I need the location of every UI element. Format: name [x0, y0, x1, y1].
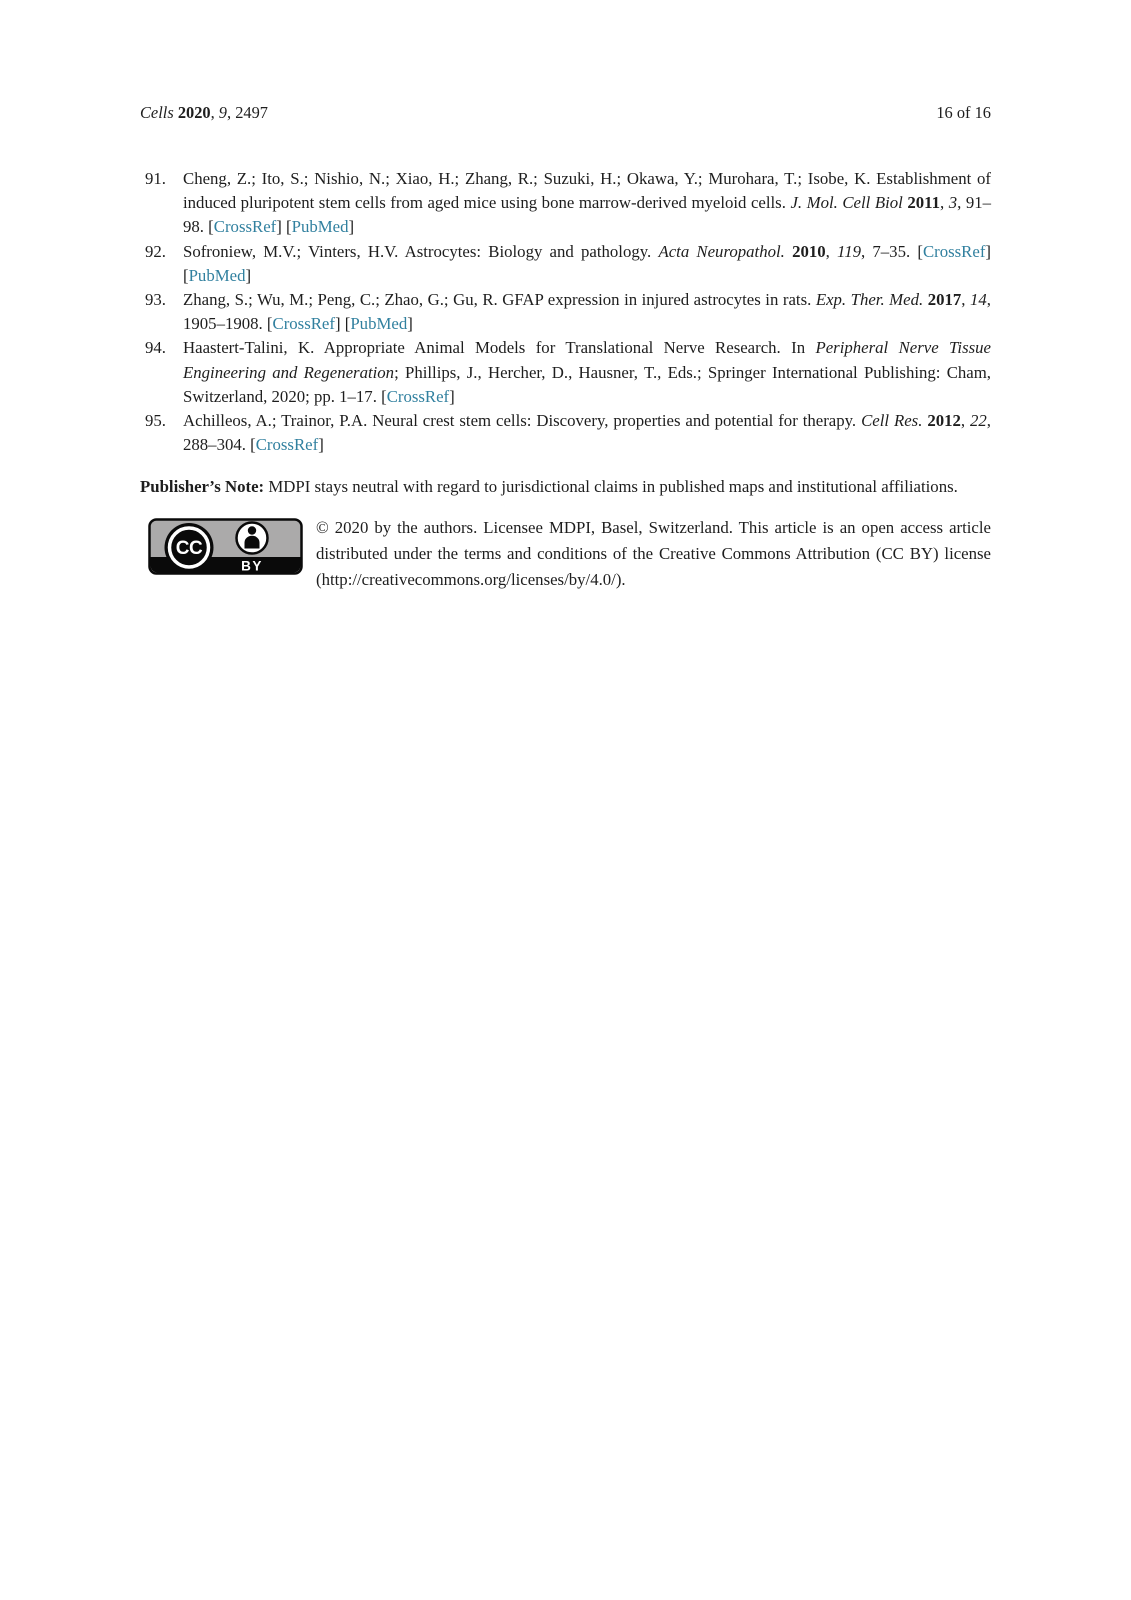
license-text	[316, 515, 991, 593]
text-segment: © 2020 by the authors. Licensee MDPI, Basel, Switzerland. This article is an open access article distributed under the terms and conditions of the Creative Commons Attribution (CC BY) license (	[316, 517, 991, 589]
text-segment: 2012	[927, 411, 961, 431]
publisher-note	[140, 475, 991, 499]
reference-number: 95.	[145, 411, 166, 431]
cc-label: CC	[175, 537, 203, 559]
pubmed-link[interactable]: PubMed	[188, 265, 246, 285]
text-segment: Cheng, Z.; Ito, S.; Nishio, N.; Xiao, H.; Zhang, R.; Suzuki, H.; Okawa, Y.; Murohara, T.; Isobe, K. Establishment of induced pluripotent stem cells from aged mice using bone marrow-derived myeloid cells.	[183, 169, 991, 213]
by-label: BY	[241, 558, 263, 574]
text-segment: ,	[825, 241, 838, 261]
text-segment: ]	[245, 265, 252, 285]
text-segment: 2010	[792, 241, 826, 261]
text-segment: ]	[449, 386, 455, 406]
text-segment: ]	[318, 435, 324, 455]
reference-number: 93.	[145, 290, 166, 310]
text-segment: , 2497	[227, 103, 268, 122]
reference-item	[140, 336, 991, 409]
text-segment: Cells	[140, 103, 174, 122]
reference-item	[140, 409, 991, 457]
text-segment: Achilleos, A.; Trainor, P.A. Neural crest stem cells: Discovery, properties and potential for therapy.	[183, 411, 862, 431]
reference-text	[183, 169, 991, 236]
text-segment: , 91–98. [	[183, 193, 992, 237]
reference-text	[183, 338, 991, 405]
reference-item	[140, 240, 991, 288]
text-segment: Exp. Ther. Med.	[815, 290, 924, 310]
text-segment: Haastert-Talini, K. Appropriate Animal Models for Translational Nerve Research. In	[183, 338, 816, 358]
text-segment: ,	[961, 290, 971, 310]
crossref-link[interactable]: CrossRef	[255, 435, 319, 455]
cc-by-license-badge[interactable]	[148, 518, 303, 575]
reference-number: 92.	[145, 241, 166, 261]
text-segment: ).	[615, 569, 626, 589]
reference-list	[140, 167, 991, 457]
text-segment: ; Phillips, J., Hercher, D., Hausner, T., Eds.; Springer International Publishing: Cham, Switzerland, 2020; pp. 1–17. [	[183, 362, 991, 406]
text-segment: 119	[837, 241, 861, 261]
text-segment: 2017	[927, 290, 962, 310]
text-segment: Publisher’s Note:	[140, 477, 269, 497]
reference-text	[183, 411, 991, 454]
text-segment: , 1905–1908. [	[183, 290, 991, 334]
text-segment: ]	[348, 217, 355, 237]
text-segment: , 288–304. [	[183, 411, 991, 455]
text-segment: 2011	[907, 193, 940, 213]
text-segment: MDPI stays neutral with regard to jurisdictional claims in published maps and institutional affiliations.	[268, 477, 958, 497]
person-icon	[237, 522, 268, 553]
reference-text	[183, 290, 991, 333]
reference-text	[183, 242, 991, 285]
license-block	[140, 515, 991, 593]
page-content	[140, 167, 991, 593]
crossref-link[interactable]: CrossRef	[386, 386, 450, 406]
text-segment: 14	[970, 290, 987, 310]
reference-number: 91.	[145, 169, 166, 188]
pubmed-link[interactable]: PubMed	[350, 314, 408, 334]
crossref-link[interactable]: CrossRef	[922, 241, 986, 261]
text-segment: ] [	[183, 241, 992, 285]
crossref-link[interactable]: CrossRef	[272, 314, 335, 334]
text-segment: Acta Neuropathol.	[658, 241, 785, 261]
journal-citation	[140, 104, 268, 122]
text-segment: ]	[407, 314, 413, 334]
crossref-link[interactable]: CrossRef	[213, 217, 277, 237]
cc-icon	[165, 523, 214, 572]
text-segment: 22	[970, 411, 987, 431]
text-segment: 3	[948, 193, 958, 213]
license-url-text[interactable]: http://creativecommons.org/licenses/by/4.0/	[321, 569, 616, 589]
reference-item	[140, 167, 991, 240]
page-header	[140, 104, 991, 122]
text-segment: , 7–35. [	[860, 241, 923, 261]
text-segment	[785, 242, 792, 261]
reference-number: 94.	[145, 338, 166, 358]
text-segment: 2020	[177, 103, 211, 122]
text-segment: Sofroniew, M.V.; Vinters, H.V. Astrocytes: Biology and pathology.	[183, 241, 659, 261]
text-segment: Cell Res.	[861, 411, 923, 431]
text-segment: 9	[218, 103, 227, 122]
text-segment: ,	[940, 193, 949, 213]
text-segment: Peripheral Nerve Tissue Engineering and Regeneration	[183, 338, 991, 382]
text-segment: Zhang, S.; Wu, M.; Peng, C.; Zhao, G.; Gu, R. GFAP expression in injured astrocytes in rats.	[183, 290, 816, 310]
page-number: 16 of 16	[936, 103, 991, 122]
text-segment: ] [	[334, 314, 351, 334]
pubmed-link[interactable]: PubMed	[291, 217, 349, 237]
text-segment: ] [	[276, 217, 292, 237]
text-segment: ,	[960, 411, 971, 431]
text-segment: J. Mol. Cell Biol	[790, 193, 903, 213]
reference-item	[140, 288, 991, 336]
text-segment: ,	[210, 103, 219, 122]
